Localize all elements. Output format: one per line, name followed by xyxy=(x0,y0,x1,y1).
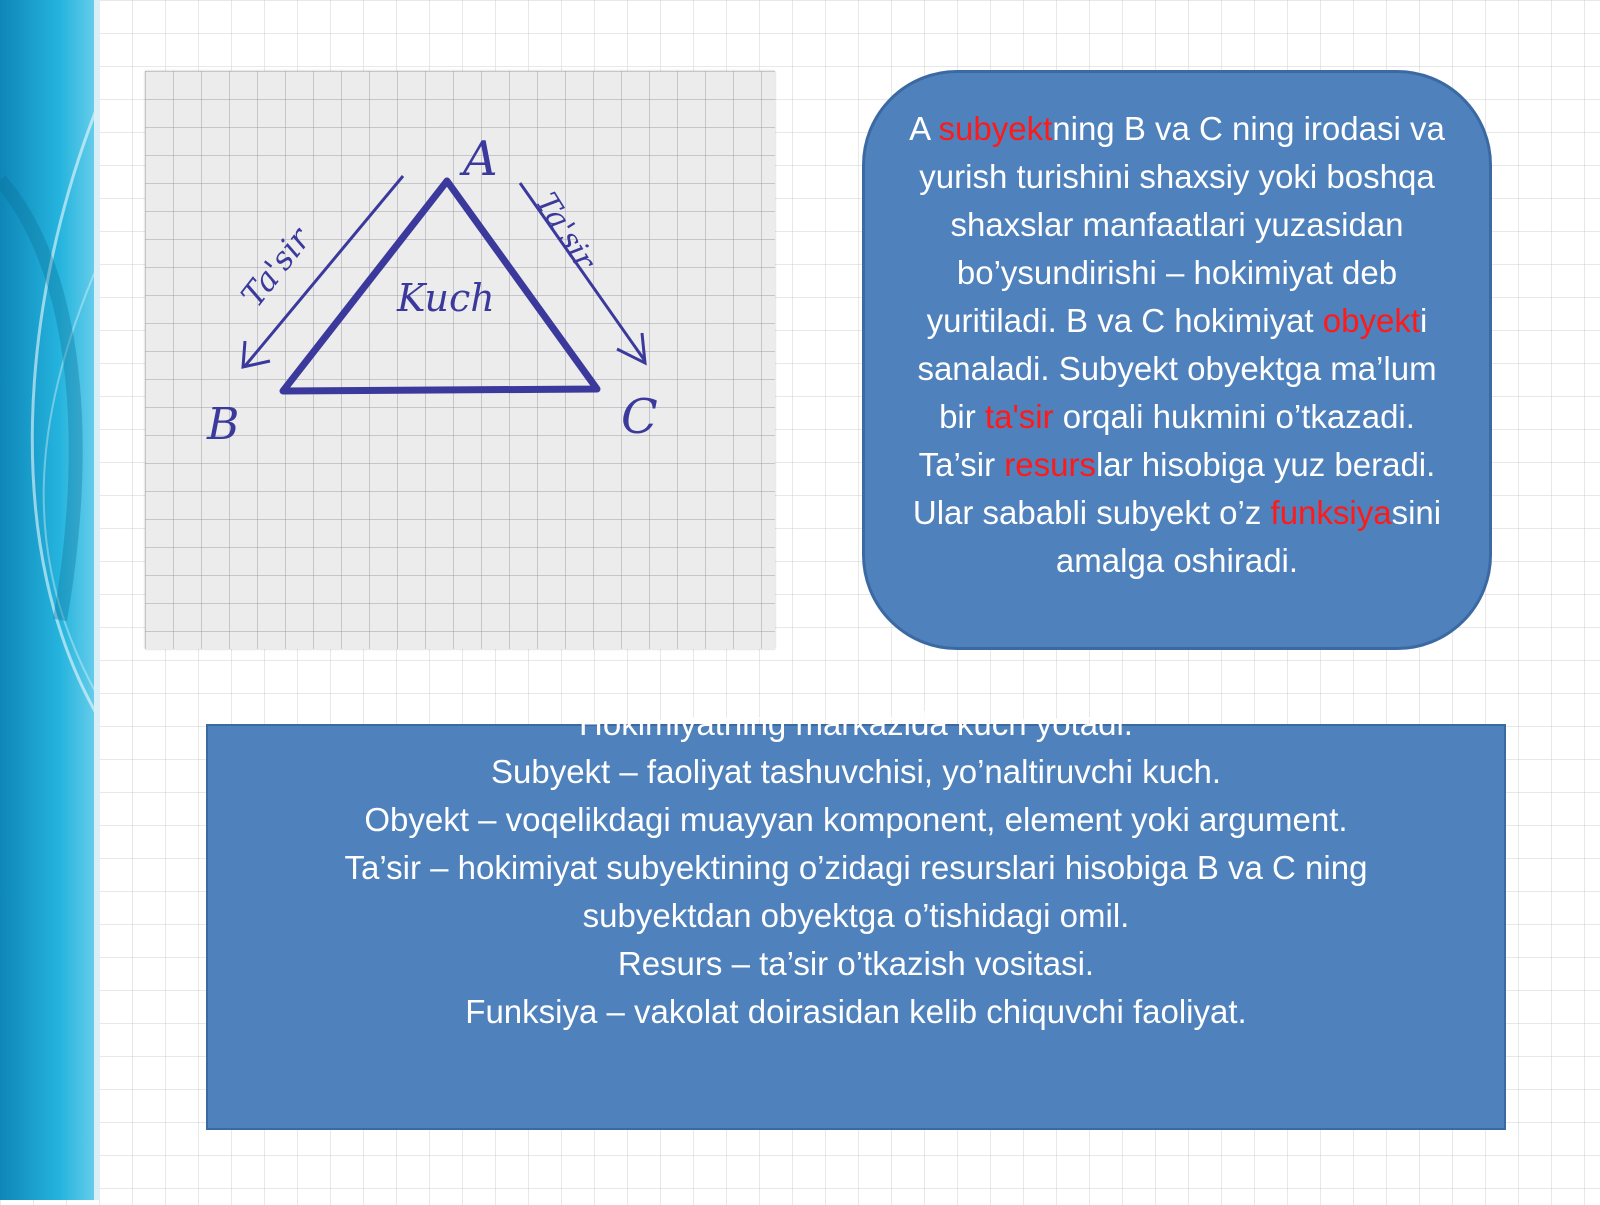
definition-line: Subyekt – faoliyat tashuvchisi, yo’naltiruvchi kuch. xyxy=(490,753,1222,790)
callout-text-4: orqali hukmini o’tkazadi. Ta’sir xyxy=(918,398,1415,483)
callout-text-5: lar hisobiga yuz beradi. Ular sababli subyekt o’z xyxy=(912,446,1436,531)
definition-line: Obyekt – voqelikdagi muayyan komponent, element yoki argument. xyxy=(364,801,1348,838)
vertex-c-label: C xyxy=(621,389,658,445)
hokimiyat-definition-callout xyxy=(862,70,1492,650)
left-edge-label: Ta'sir xyxy=(233,220,318,314)
definition-line: Resurs – ta’sir o’tkazish vositasi. xyxy=(617,945,1095,982)
term-tasir: ta'sir xyxy=(984,398,1054,435)
term-funksiya: funksiya xyxy=(1270,494,1392,531)
callout-text-6: sini amalga oshiradi. xyxy=(1055,494,1442,579)
vertex-a-label: A xyxy=(463,131,498,187)
triangle-diagram-photo xyxy=(145,71,775,649)
decorative-side-band xyxy=(0,0,100,1200)
term-resurs: resurs xyxy=(1004,446,1096,483)
callout-text-3: i sanaladi. Subyekt obyektga ma’lum bir xyxy=(917,302,1437,435)
center-kuch-label: Kuch xyxy=(397,276,495,320)
callout-text-2: ning B va C ning irodasi va yurish turishini shaxsiy yoki boshqa shaxslar manfaatlari yuzasidan bo’ysundirishi – hokimiyat deb yuritiladi. B va C hokimiyat xyxy=(919,110,1445,339)
definition-line: Hokimiyatning markazida kuch yotadi. xyxy=(579,705,1133,742)
term-subyekt: subyekt xyxy=(938,110,1053,147)
definition-line: Funksiya – vakolat doirasidan kelib chiquvchi faoliyat. xyxy=(465,993,1247,1030)
terms-definitions-box xyxy=(206,705,1506,1130)
callout-text-1: A xyxy=(909,110,939,147)
vertex-b-label: B xyxy=(207,399,240,450)
definition-line: Ta’sir – hokimiyat subyektining o’zidagi resurslari hisobiga B va C ning subyektdan obyektga o’tishidagi omil. xyxy=(344,849,1368,934)
term-obyekt: obyekt xyxy=(1322,302,1421,339)
right-edge-label: Ta'sir xyxy=(528,186,602,276)
